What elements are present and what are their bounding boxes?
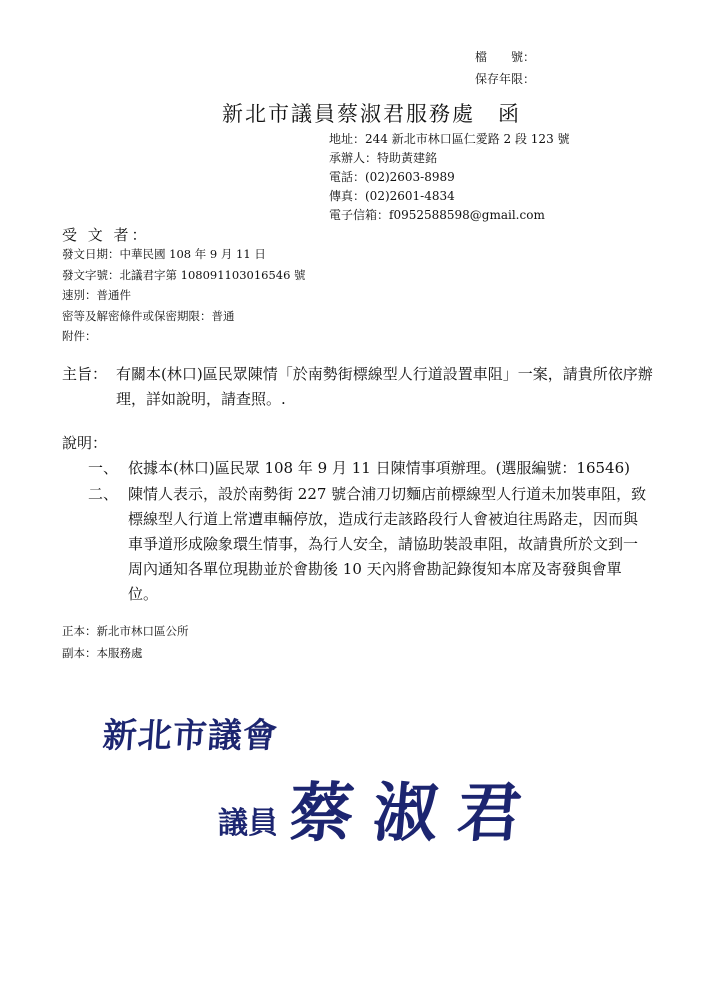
file-number-label: 檔 號： [474, 50, 535, 64]
retention-period-label: 保存年限： [474, 72, 535, 86]
explanation-item-text: 依據本(林口)區民眾 108 年 9 月 11 日陳情事項辦理。(選服編號：16546) [128, 459, 630, 477]
subject-text: 有關本(林口)區民眾陳情「於南勢街標線型人行道設置車阻」一案，請貴所依序辦理，詳如說明，請查照。. [116, 365, 653, 408]
contact-fax: 傳真：(02)2601-4834 [329, 189, 455, 203]
contact-address: 地址：244 新北市林口區仁愛路 2 段 123 號 [329, 132, 570, 146]
issue-reference-number: 發文字號：北議君字第 108091103016546 號 [62, 267, 306, 282]
contact-handler: 承辦人：特助黃建銘 [329, 151, 438, 165]
councilor-title-stamp: 議員 [218, 806, 278, 841]
document-title: 新北市議員蔡淑君服務處 函 [222, 102, 521, 126]
subject-label: 主旨： [62, 365, 108, 383]
explanation-item [62, 482, 662, 607]
contact-phone: 電話：(02)2603-8989 [329, 170, 455, 184]
subject-section [62, 362, 662, 412]
carbon-copy: 副本：本服務處 [62, 646, 143, 660]
issue-attachment: 附件： [62, 329, 97, 343]
explanation-item [62, 456, 662, 481]
distribution-block [62, 620, 189, 664]
issue-security-level: 密等及解密條件或保密期限：普通 [62, 308, 235, 323]
issue-info-block [62, 244, 306, 347]
council-stamp: 新北市議會 [101, 716, 280, 756]
explanation-label: 說明： [62, 434, 108, 452]
explanation-item-number: 二、 [88, 485, 119, 503]
issue-speed: 速別：普通件 [62, 288, 131, 302]
recipient-label: 受 文 者： [62, 226, 150, 244]
issue-date: 發文日期：中華民國 108 年 9 月 11 日 [62, 247, 266, 261]
explanation-item-text: 陳情人表示，設於南勢街 227 號合浦刀切麵店前標線型人行道未加裝車阻，致標線型人行道上常遭車輛停放，造成行走該路段行人會被迫往馬路走，因而與車爭道形成險象環生情事，為行人安全，請協助裝設車阻，故請貴所於文到一周內通知各單位現勘並於會勘後 10 天內將會勘記錄復知本席及寄發與會單位。 [128, 485, 647, 603]
contact-email[interactable]: 電子信箱：f0952588598@gmail.com [329, 208, 545, 222]
main-recipient: 正本：新北市林口區公所 [62, 624, 189, 638]
councilor-name-stamp: 蔡淑君 [286, 776, 545, 851]
explanation-item-number: 一、 [88, 459, 119, 477]
explanation-list [62, 456, 662, 608]
contact-block [329, 130, 570, 225]
